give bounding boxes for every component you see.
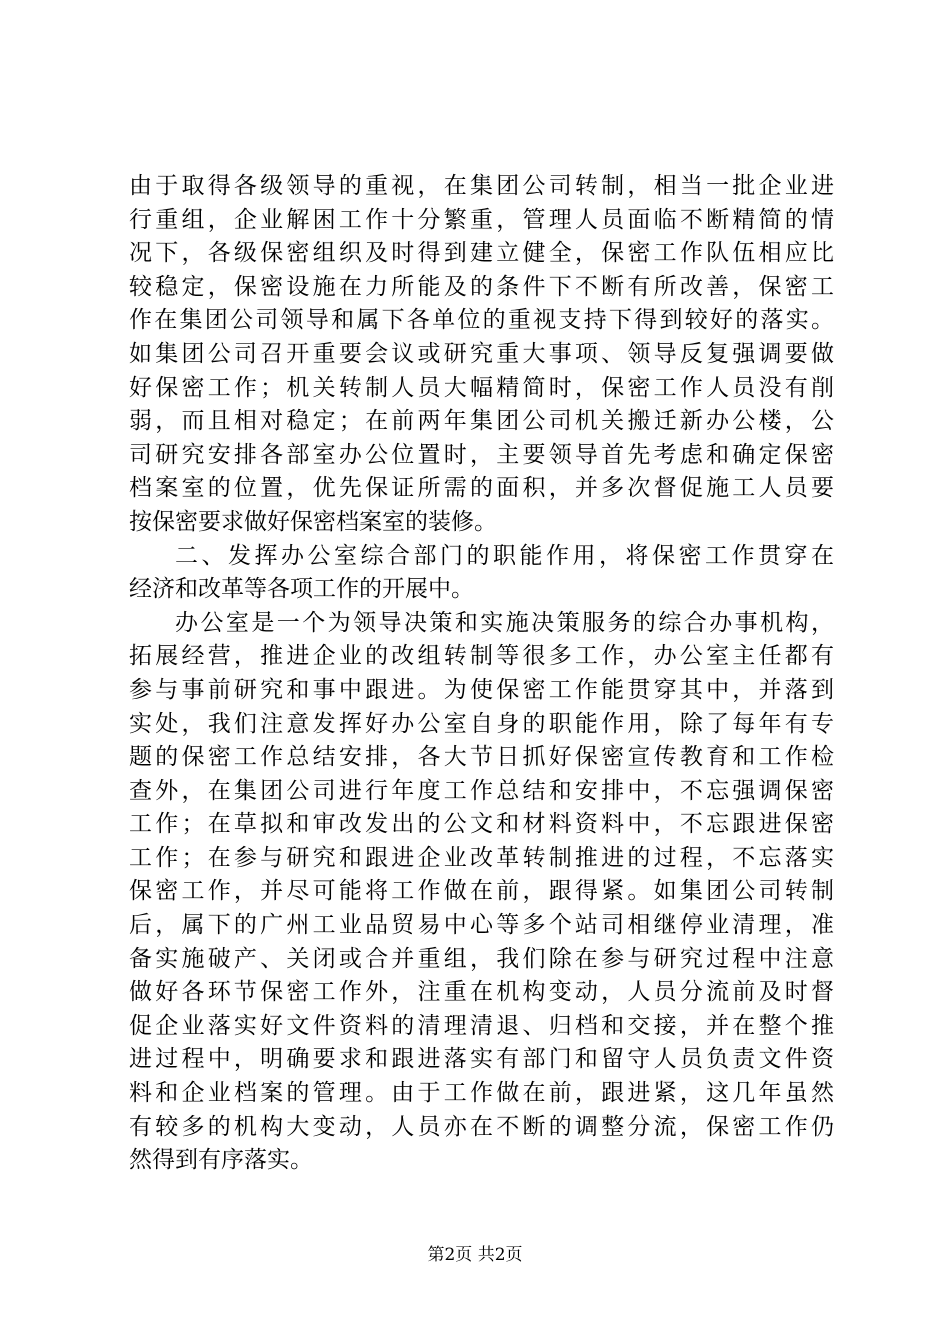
text-line: 工作；在草拟和审改发出的公文和材料资料中，不忘跟进保密: [129, 811, 834, 838]
text-line: 参与事前研究和事中跟进。为使保密工作能贯穿其中，并落到: [129, 676, 834, 703]
page-footer: [0, 1244, 950, 1266]
text-line: 按保密要求做好保密档案室的装修。: [129, 508, 497, 535]
text-line: 促企业落实好文件资料的清理清退、归档和交接，并在整个推: [129, 1012, 834, 1039]
text-line: 由于取得各级领导的重视，在集团公司转制，相当一批企业进: [129, 173, 834, 199]
text-line: 实处，我们注意发挥好办公室自身的职能作用，除了每年有专: [129, 710, 834, 737]
text-line: 进过程中，明确要求和跟进落实有部门和留守人员负责文件资: [129, 1046, 834, 1073]
paragraph-3: [129, 607, 834, 1178]
paragraph-1: [129, 170, 834, 540]
text-line: 然得到有序落实。: [129, 1147, 313, 1174]
page-number-label: 第2页 共2页: [427, 1245, 523, 1265]
text-line: 况下，各级保密组织及时得到建立健全，保密工作队伍相应比: [129, 240, 834, 267]
text-line: 保密工作，并尽可能将工作做在前，跟得紧。如集团公司转制: [129, 878, 834, 905]
section-heading-line: 经济和改革等各项工作的开展中。: [129, 576, 474, 603]
text-line: 如集团公司召开重要会议或研究重大事项、领导反复强调要做: [129, 340, 834, 367]
text-line: 题的保密工作总结安排，各大节日抓好保密宣传教育和工作检: [129, 744, 834, 771]
section-heading-line: 二、发挥办公室综合部门的职能作用，将保密工作贯穿在: [175, 542, 834, 569]
text-line: 档案室的位置，优先保证所需的面积，并多次督促施工人员要: [129, 475, 834, 502]
paragraph-2-heading: [129, 540, 834, 607]
text-line: 拓展经营，推进企业的改组转制等很多工作，办公室主任都有: [129, 643, 834, 670]
text-line: 司研究安排各部室办公位置时，主要领导首先考虑和确定保密: [129, 441, 834, 468]
text-line: 弱，而且相对稳定；在前两年集团公司机关搬迁新办公楼，公: [129, 408, 834, 435]
text-line: 较稳定，保密设施在力所能及的条件下不断有所改善，保密工: [129, 273, 834, 300]
text-line: 做好各环节保密工作外，注重在机构变动，人员分流前及时督: [129, 979, 834, 1006]
text-line: 备实施破产、关闭或合并重组，我们除在参与研究过程中注意: [129, 945, 834, 972]
text-line: 作在集团公司领导和属下各单位的重视支持下得到较好的落实。: [129, 307, 834, 334]
text-line: 查外，在集团公司进行年度工作总结和安排中，不忘强调保密: [129, 777, 834, 804]
text-line: 行重组，企业解困工作十分繁重，管理人员面临不断精简的情: [129, 206, 834, 233]
text-line: 好保密工作；机关转制人员大幅精简时，保密工作人员没有削: [129, 374, 834, 401]
text-line: 办公室是一个为领导决策和实施决策服务的综合办事机构，: [175, 609, 834, 636]
text-line: 料和企业档案的管理。由于工作做在前，跟进紧，这几年虽然: [129, 1080, 834, 1107]
text-line: 工作；在参与研究和跟进企业改革转制推进的过程，不忘落实: [129, 844, 834, 871]
document-body: [129, 170, 834, 1178]
text-line: 后，属下的广州工业品贸易中心等多个站司相继停业清理，准: [129, 912, 834, 939]
text-line: 有较多的机构大变动，人员亦在不断的调整分流，保密工作仍: [129, 1113, 834, 1140]
